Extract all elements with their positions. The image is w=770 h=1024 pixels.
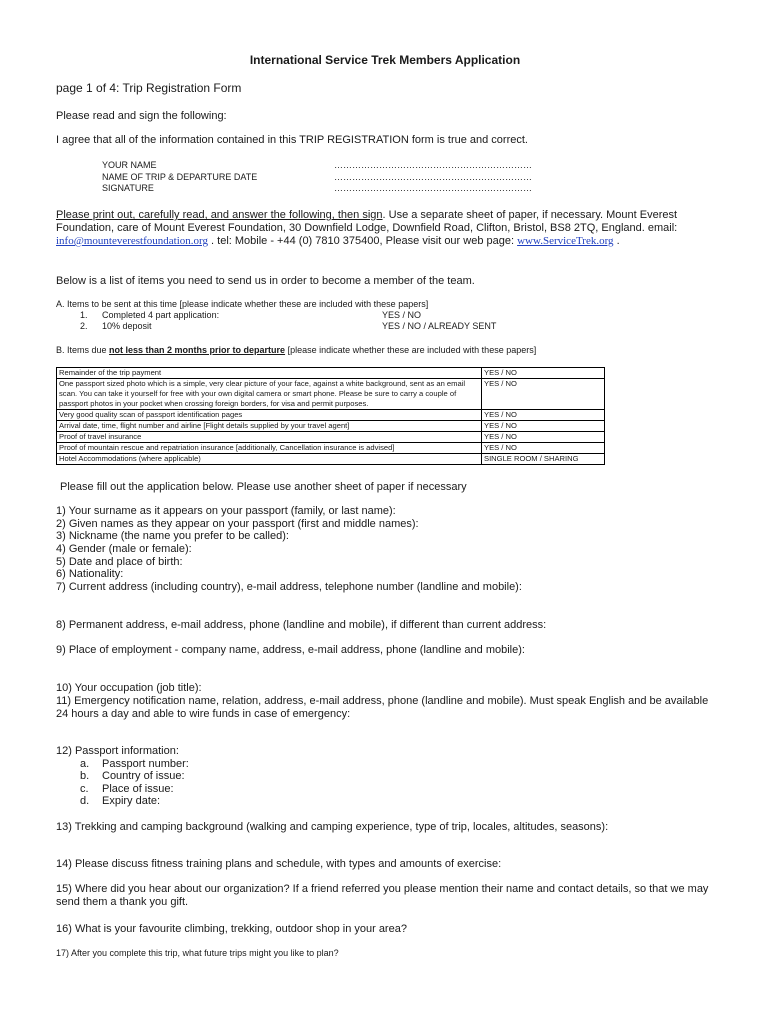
sign-label-signature: SIGNATURE [102,183,154,193]
table-row [57,379,605,410]
instructions-text-1: . Use a separate sheet of paper, if necessary. Mount Everest Foundation, care of Mount Everest Foundation, 30 Downfield Lodge, Downfield Road, Clifton, Bristol, BS8 2TQ, England. email: [56,209,678,234]
page-title: International Service Trek Members Application [249,53,521,67]
instructions-text-3: . [613,235,620,247]
question-12: 12) Passport information: [56,745,179,757]
table-cell-item: Remainder of the trip payment [57,368,482,379]
passport-sub-num: a. [80,758,90,770]
question-13: 13) Trekking and camping background (walking and camping experience, type of trip, locales, altitudes, seasons): [56,821,609,833]
country-of-issue-label: Country of issue: [102,770,185,782]
instructions-underlined: Please print out, carefully read, and answer the following, then sign [56,209,383,221]
section-b-heading [56,345,536,356]
sign-label-trip: NAME OF TRIP & DEPARTURE DATE [102,172,258,182]
question-14: 14) Please discuss fitness training plans and schedule, with types and amounts of exercise: [56,858,502,870]
fill-out-text: Please fill out the application below. Please use another sheet of paper if necessary [60,481,467,493]
expiry-date-label: Expiry date: [102,795,161,807]
passport-sub-num: c. [80,783,89,795]
question-10: 10) Your occupation (job title): [56,682,202,694]
table-cell-answer[interactable]: YES / NO [482,379,605,410]
table-row [57,368,605,379]
website-link[interactable]: www.ServiceTrek.org [517,235,614,247]
question-17: 17) After you complete this trip, what future trips might you like to plan? [56,948,339,958]
agreement-text: I agree that all of the information contained in this TRIP REGISTRATION form is true and correct. [56,134,528,146]
table-cell-answer[interactable]: YES / NO [482,410,605,421]
table-cell-item: Proof of mountain rescue and repatriation insurance [additionally, Cancellation insurance is advised] [57,443,482,454]
table-row [57,443,605,454]
question-16: 16) What is your favourite climbing, trekking, outdoor shop in your area? [56,923,407,935]
section-a-item-1-text: Completed 4 part application: [102,310,220,320]
section-b-deadline: not less than 2 months prior to departure [109,345,286,355]
question-2: 2) Given names as they appear on your passport (first and middle names): [56,518,419,530]
table-row [57,454,605,465]
instructions-paragraph [56,209,716,248]
sign-line-name[interactable]: ………………………………………………………… [334,160,532,170]
section-a-item-2-num: 2. [80,321,88,331]
question-7: 7) Current address (including country), e-mail address, telephone number (landline and mobile): [56,581,522,593]
question-9: 9) Place of employment - company name, address, e-mail address, phone (landline and mobile): [56,644,525,656]
page-label: page 1 of 4: Trip Registration Form [56,81,242,95]
section-a-item-2-text: 10% deposit [102,321,152,331]
below-list-text: Below is a list of items you need to send us in order to become a member of the team. [56,275,475,287]
sign-label-name: YOUR NAME [102,160,157,170]
question-6: 6) Nationality: [56,568,124,580]
section-a-item-2-answer[interactable]: YES / NO / ALREADY SENT [382,321,497,331]
table-cell-item: Arrival date, time, flight number and airline [Flight details supplied by your travel agent] [57,421,482,432]
table-cell-item: Very good quality scan of passport identification pages [57,410,482,421]
section-a-item-1-answer[interactable]: YES / NO [382,310,422,320]
sign-line-signature[interactable]: ………………………………………………………… [334,183,532,193]
passport-sub-num: b. [80,770,90,782]
place-of-issue-label: Place of issue: [102,783,174,795]
section-a-item-1-num: 1. [80,310,88,320]
sign-line-trip[interactable]: ………………………………………………………… [334,172,532,182]
question-8: 8) Permanent address, e-mail address, phone (landline and mobile), if different than current address: [56,619,547,631]
section-b-suffix: [please indicate whether these are included with these papers] [285,345,537,355]
instructions-text-2: . tel: Mobile - +44 (0) 7810 375400, Please visit our web page: [207,235,518,247]
question-4: 4) Gender (male or female): [56,543,192,555]
question-5: 5) Date and place of birth: [56,556,183,568]
email-link[interactable]: info@mounteverestfoundation.org [56,235,208,247]
table-cell-item: Proof of travel insurance [57,432,482,443]
section-b-prefix: B. Items due [56,345,110,355]
question-3: 3) Nickname (the name you prefer to be called): [56,530,289,542]
table-row [57,410,605,421]
table-cell-item: Hotel Accommodations (where applicable) [57,454,482,465]
question-11: 11) Emergency notification name, relation, address, e-mail address, phone (landline and mobile). Must speak English and be available 24 hours a day and able to wire funds in case of emergency: [56,695,709,720]
question-15: 15) Where did you hear about our organization? If a friend referred you please mention their name and contact details, so that we may send them a thank you gift. [56,883,709,908]
table-cell-answer[interactable]: YES / NO [482,421,605,432]
table-cell-answer[interactable]: YES / NO [482,432,605,443]
table-row [57,421,605,432]
table-cell-answer[interactable]: YES / NO [482,443,605,454]
passport-sub-num: d. [80,795,90,807]
read-sign-text: Please read and sign the following: [56,110,227,122]
items-table [56,367,605,465]
question-1: 1) Your surname as it appears on your passport (family, or last name): [56,505,396,517]
table-row [57,432,605,443]
table-cell-answer[interactable]: SINGLE ROOM / SHARING [482,454,605,465]
table-cell-answer[interactable]: YES / NO [482,368,605,379]
passport-number-label: Passport number: [102,758,189,770]
section-a-heading: A. Items to be sent at this time [please indicate whether these are included with these papers] [56,299,429,309]
table-cell-item: One passport sized photo which is a simple, very clear picture of your face, against a white background, sent as an email scan. You can take it yourself for free with your own digital camera or smart phone. Please be sure to carry a couple of passport photos in your pocket when crossing foreign borders, for visa and permit purposes. [57,379,482,410]
